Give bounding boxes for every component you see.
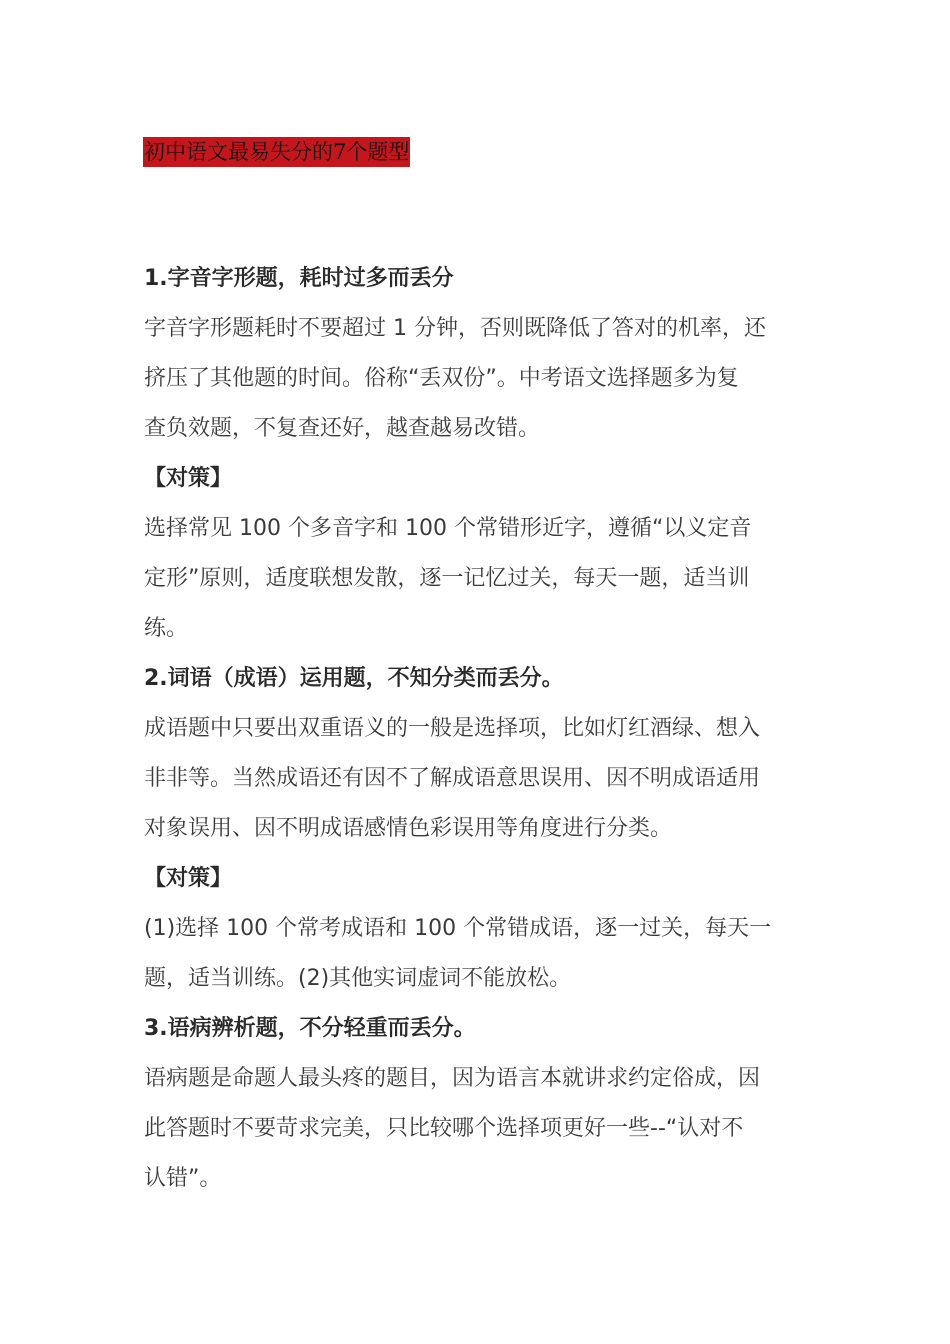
paragraph-line: 挤压了其他题的时间。俗称“丢双份”。中考语文选择题多为复 (144, 366, 739, 391)
paragraph-line: 非非等。当然成语还有因不了解成语意思误用、因不明成语适用 (144, 766, 761, 791)
paragraph-line: 对象误用、因不明成语感情色彩误用等角度进行分类。 (144, 816, 673, 841)
paragraph-line: 字音字形题耗时不要超过 1 分钟，否则既降低了答对的机率，还 (144, 316, 766, 341)
paragraph-line: 成语题中只要出双重语义的一般是选择项，比如灯红酒绿、想入 (144, 716, 761, 741)
paragraph-line: 定形”原则，适度联想发散，逐一记忆过关，每天一题，适当训 (144, 566, 750, 591)
paragraph-line: 练。 (144, 616, 189, 641)
paragraph-line: (1)选择 100 个常考成语和 100 个常错成语，逐一过关，每天一 (144, 916, 772, 941)
strategy-heading: 【对策】 (144, 466, 233, 491)
paragraph-line: 此答题时不要苛求完美，只比较哪个选择项更好一些--“认对不 (144, 1116, 744, 1141)
paragraph-line: 查负效题，不复查还好，越查越易改错。 (144, 416, 541, 441)
section-2-heading: 2.词语（成语）运用题，不知分类而丢分。 (144, 666, 564, 691)
document-title: 初中语文最易失分的7个题型 (143, 137, 410, 167)
document-body (144, 254, 809, 1204)
strategy-heading: 【对策】 (144, 866, 233, 891)
section-3-heading: 3.语病辨析题，不分轻重而丢分。 (144, 1016, 476, 1041)
section-1-heading: 1.字音字形题，耗时过多而丢分 (144, 266, 454, 291)
paragraph-line: 选择常见 100 个多音字和 100 个常错形近字，遵循“以义定音 (144, 516, 752, 541)
paragraph-line: 题，适当训练。(2)其他实词虚词不能放松。 (144, 966, 572, 991)
paragraph-line: 语病题是命题人最头疼的题目，因为语言本就讲求约定俗成，因 (144, 1066, 761, 1091)
paragraph-line: 认错”。 (144, 1166, 222, 1191)
